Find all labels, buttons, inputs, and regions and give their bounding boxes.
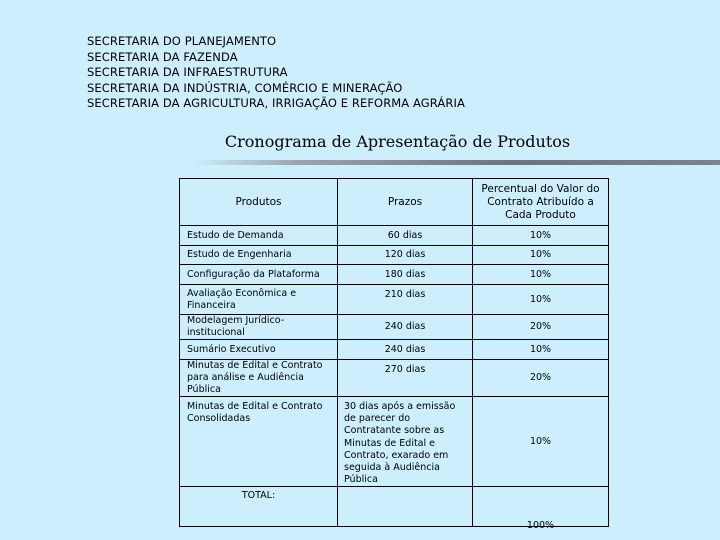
column-header-prazos: Prazos	[338, 179, 473, 226]
produto-cell: Minutas de Edital e Contrato Consolidadas	[180, 397, 338, 487]
table-row	[180, 226, 609, 246]
prazo-cell: 240 dias	[338, 340, 473, 360]
secretaria-line: SECRETARIA DA INFRAESTRUTURA	[87, 65, 288, 79]
produto-cell: Minutas de Edital e Contrato para análise e Audiência Pública	[180, 360, 338, 397]
total-row	[180, 487, 609, 527]
prazo-cell: 180 dias	[338, 265, 473, 285]
prazo-cell: 240 dias	[338, 315, 473, 340]
table-row	[180, 315, 609, 340]
table-row	[180, 397, 609, 487]
secretaria-line: SECRETARIA DA INDÚSTRIA, COMÉRCIO E MINERAÇÃO	[87, 80, 403, 95]
table-row	[180, 285, 609, 315]
prazo-cell: 60 dias	[338, 226, 473, 246]
produto-cell: Configuração da Plataforma	[180, 265, 338, 285]
prazo-cell: 120 dias	[338, 246, 473, 265]
percentual-cell: 20%	[473, 360, 609, 397]
produto-cell: Avaliação Econômica e Financeira	[180, 285, 338, 315]
percentual-cell: 10%	[473, 246, 609, 265]
prazo-cell: 30 dias após a emissão de parecer do Contratante sobre as Minutas de Edital e Contrato, exarado em seguida à Audiência Pública	[338, 397, 473, 487]
title-divider	[193, 160, 720, 165]
table-row	[180, 340, 609, 360]
secretaria-line: SECRETARIA DO PLANEJAMENTO	[87, 34, 277, 48]
table-row	[180, 265, 609, 285]
secretarias-list	[87, 34, 465, 112]
percentual-cell: 10%	[473, 265, 609, 285]
total-prazo-cell	[338, 487, 473, 527]
page-title: Cronograma de Apresentação de Produtos	[224, 132, 571, 151]
total-label: TOTAL:	[180, 487, 338, 527]
produto-cell: Estudo de Engenharia	[180, 246, 338, 265]
percentual-cell: 10%	[473, 340, 609, 360]
column-header-percentual: Percentual do Valor do Contrato Atribuído a Cada Produto	[473, 179, 609, 226]
total-value-cell	[473, 487, 609, 532]
prazo-cell: 210 dias	[338, 285, 473, 315]
column-header-produtos: Produtos	[180, 179, 338, 226]
table-row	[180, 246, 609, 265]
percentual-cell: 20%	[473, 315, 609, 340]
table-row	[180, 360, 609, 397]
produto-cell: Modelagem Jurídico-institucional	[180, 315, 338, 340]
produto-cell: Estudo de Demanda	[180, 226, 338, 246]
secretaria-line: SECRETARIA DA FAZENDA	[87, 49, 238, 64]
percentual-cell: 10%	[473, 285, 609, 315]
total-value: 100%	[526, 520, 555, 532]
prazo-cell: 270 dias	[338, 360, 473, 397]
cronograma-table	[179, 178, 609, 532]
percentual-cell: 10%	[473, 397, 609, 487]
secretaria-line: SECRETARIA DA AGRICULTURA, IRRIGAÇÃO E REFORMA AGRÁRIA	[87, 96, 465, 110]
percentual-cell: 10%	[473, 226, 609, 246]
table-header-row	[180, 179, 609, 226]
produto-cell: Sumário Executivo	[180, 340, 338, 360]
